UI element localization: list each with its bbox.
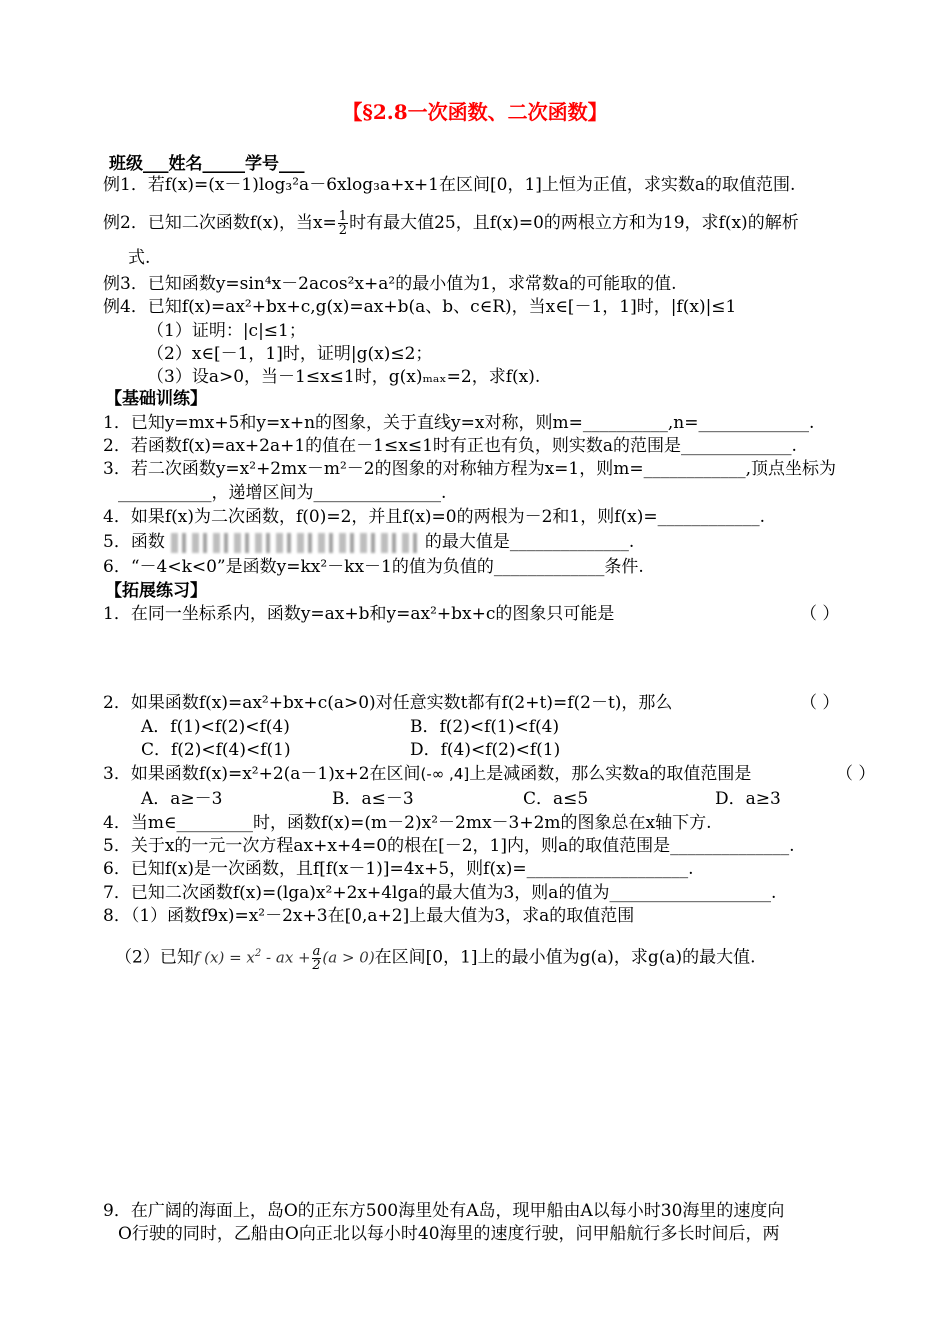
basic-q5-text-b: 的最大值是______________. [424, 532, 635, 552]
basic-q1: 1．已知y=mx+5和y=x+n的图象，关于直线y=x对称，则m=__________,n=_____________. [103, 413, 815, 433]
formula-condition: (a > 0) [322, 948, 375, 967]
ext-q2-option-d: D．f(4)<f(2)<f(1) [410, 740, 561, 760]
formula-fx: f (x) = x [193, 948, 255, 967]
ext-q8-part-2-text-b: 在区间[0，1]上的最小值为g(a)，求g(a)的最大值. [374, 947, 756, 968]
formula-fraction-denominator: 2 [312, 957, 321, 973]
example-3: 例3．已知函数y=sin⁴x－2acos²x+a²的最小值为1，求常数a的可能取的值. [103, 274, 677, 294]
ext-q2-option-b: B．f(2)<f(1)<f(4) [410, 717, 560, 737]
ext-q3-text-b: 上是减函数，那么实数a的取值范围是 [469, 764, 752, 784]
basic-q4: 4．如果f(x)为二次函数，f(0)=2，并且f(x)=0的两根为－2和1，则f(x)=____________. [103, 507, 766, 527]
example-1: 例1．若f(x)=(x－1)log₃²a－6xlog₃a+x+1在区间[0，1]上恒为正值，求实数a的取值范围. [103, 175, 796, 195]
fraction-numerator: 1 [338, 209, 348, 224]
ext-q3-option-c: C．a≤5 [523, 789, 589, 809]
example-2-text-a: 例2．已知二次函数f(x)，当x= [103, 213, 337, 233]
example-2-cont: 式. [128, 248, 151, 268]
ext-q1-answer-paren: （ ） [800, 604, 840, 624]
ext-q9-cont: O行驶的同时，乙船由O向正北以每小时40海里的速度行驶，问甲船航行多长时间后，两 [118, 1224, 780, 1244]
example-4-part-3: （3）设a>0，当－1≤x≤1时，g(x)ₘₐₓ=2，求f(x). [147, 367, 541, 387]
example-4-part-1: （1）证明：|c|≤1； [147, 321, 306, 341]
ext-heading: 【拓展练习】 [105, 581, 207, 601]
ext-q8-part-2 [115, 943, 756, 972]
ext-q1: 1．在同一坐标系内，函数y=ax+b和y=ax²+bx+c的图象只可能是 [103, 604, 615, 624]
basic-q5 [103, 531, 634, 553]
ext-q3-text-a: 3．如果函数f(x)=x²+2(a－1)x+2在区间 [103, 764, 421, 784]
ext-q6: 6．已知f(x)是一次函数，且f[f(x－1)]=4x+5，则f(x)=___________________. [103, 859, 694, 879]
example-2-fraction [338, 210, 348, 237]
ext-q3-option-b: B．a≤－3 [332, 789, 414, 809]
ext-q5: 5．关于x的一元一次方程ax+x+4=0的根在[－2，1]内，则a的取值范围是______________. [103, 836, 795, 856]
ext-q2-answer-paren: （ ） [800, 693, 840, 713]
ext-q8-part-1: 8．（1）函数f9x)=x²－2x+3在[0,a+2]上最大值为3，求a的取值范围 [103, 906, 635, 926]
formula-exponent: 2 [254, 948, 262, 959]
example-2-text-b: 时有最大值25，且f(x)=0的两根立方和为19，求f(x)的解析 [349, 213, 799, 233]
blurred-formula-image [171, 533, 419, 553]
ext-q3-interval: (-∞ ,4] [420, 765, 470, 783]
ext-q3-answer-paren: （ ） [836, 764, 876, 784]
basic-q3-cont: ___________，递增区间为_______________. [118, 483, 447, 503]
fraction-denominator: 2 [338, 223, 348, 238]
example-4-part-2: （2）x∈[－1，1]时，证明|g(x)≤2； [147, 344, 433, 364]
ext-q8-part-2-text-a: （2）已知 [115, 947, 194, 968]
basic-q6: 6．“－4<k<0”是函数y=kx²－kx－1的值为负值的_____________条件. [103, 557, 644, 577]
example-4: 例4．已知f(x)=ax²+bx+c,g(x)=ax+b(a、b、c∈R)，当x∈[－1，1]时，|f(x)|≤1 [103, 297, 737, 317]
ext-q3-option-d: D．a≥3 [715, 789, 781, 809]
basic-q2: 2．若函数f(x)=ax+2a+1的值在－1≤x≤1时有正也有负，则实数a的范围是_____________. [103, 436, 797, 456]
ext-q7: 7．已知二次函数f(x)=(lga)x²+2x+4lga的最大值为3，则a的值为___________________. [103, 883, 777, 903]
ext-q9: 9．在广阔的海面上，岛O的正东方500海里处有A岛，现甲船由A以每小时30海里的速度向 [103, 1201, 785, 1221]
basic-heading: 【基础训练】 [105, 389, 207, 409]
page-title: 【§2.8一次函数、二次函数】 [342, 100, 608, 124]
example-2 [103, 210, 799, 237]
ext-q3-option-a: A．a≥－3 [141, 789, 223, 809]
ext-q3 [103, 763, 751, 785]
ext-q4: 4．当m∈_________时，函数f(x)=(m－2)x²－2mx－3+2m的图象总在x轴下方. [103, 813, 712, 833]
basic-q3: 3．若二次函数y=x²+2mx－m²－2的图象的对称轴方程为x=1，则m=____________,顶点坐标为 [103, 459, 836, 479]
formula-fraction [312, 945, 322, 972]
ext-q2-option-c: C．f(2)<f(4)<f(1) [141, 740, 291, 760]
ext-q2-option-a: A．f(1)<f(2)<f(4) [141, 717, 290, 737]
ext-q2: 2．如果函数f(x)=ax²+bx+c(a>0)对任意实数t都有f(2+t)=f(2－t)，那么 [103, 693, 673, 713]
formula-middle: - ax + [261, 948, 311, 967]
basic-q5-text-a: 5．函数 [103, 532, 165, 552]
formula-fraction-numerator: a [312, 943, 321, 959]
header-line: 班级___姓名_____学号___ [109, 154, 305, 174]
